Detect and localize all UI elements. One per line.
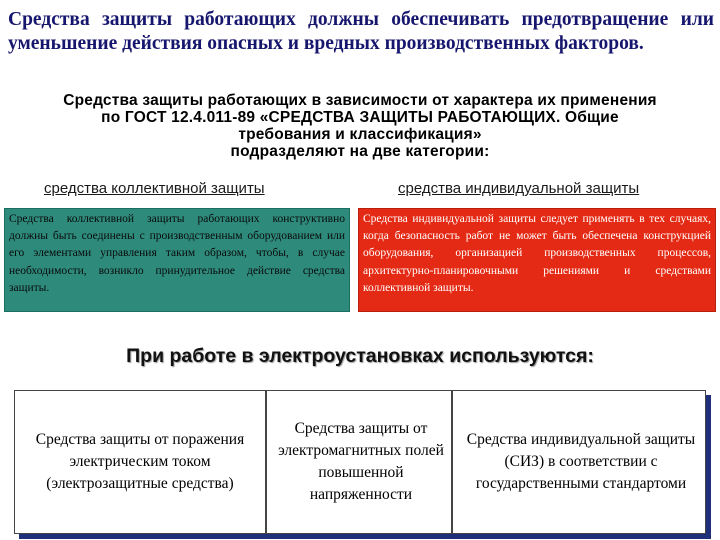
electromagnetic-protection-cell xyxy=(271,391,451,533)
electrical-protection-table xyxy=(14,390,706,534)
column-divider xyxy=(265,391,267,533)
column-divider xyxy=(451,391,453,533)
cell-text: Средства защиты от поражения электрическим током (электрозащитные средства) xyxy=(35,431,245,492)
standard-line: подразделяют на две категории: xyxy=(230,143,490,160)
electric-shock-protection-cell xyxy=(15,391,265,533)
page-title: Средства защиты работающих должны обеспечивать предотвращение или уменьшение действия опасных и вредных производственных факторов. xyxy=(8,9,714,54)
cell-text: Средства индивидуальной защиты (СИЗ) в соответствии с государственными стандартоми xyxy=(466,431,696,492)
collective-protection-description: Средства коллективной защиты работающих конструктивно должны быть соединены с производственным оборудованием или его элементами управления таким образом, чтобы, в случае необходимости, возникло принудительное действие средства защиты. xyxy=(4,208,350,312)
personal-protective-equipment-cell xyxy=(457,391,705,533)
standard-line: требования и классификация» xyxy=(238,126,482,143)
individual-protection-description: Средства индивидуальной защиты следует применять в тех случаях, когда безопасность работ не может быть обеспечена конструкцией оборудования, организацией производственных процессов, архитектурно-планировочными решениями и средствами коллективной защиты. xyxy=(358,208,716,312)
electrical-installations-heading: При работе в электроустановках используются: xyxy=(126,345,594,367)
individual-protection-heading: средства индивидуальной защиты xyxy=(398,180,640,197)
collective-protection-heading: средства коллективной защиты xyxy=(44,180,265,197)
standard-line: Средства защиты работающих в зависимости от характера их применения xyxy=(63,92,657,109)
standard-line: по ГОСТ 12.4.011-89 «СРЕДСТВА ЗАЩИТЫ РАБОТАЮЩИХ. Общие xyxy=(101,109,619,126)
standard-reference xyxy=(0,92,720,160)
cell-text: Средства защиты от электромагнитных полей повышенной напряженности xyxy=(278,420,444,503)
